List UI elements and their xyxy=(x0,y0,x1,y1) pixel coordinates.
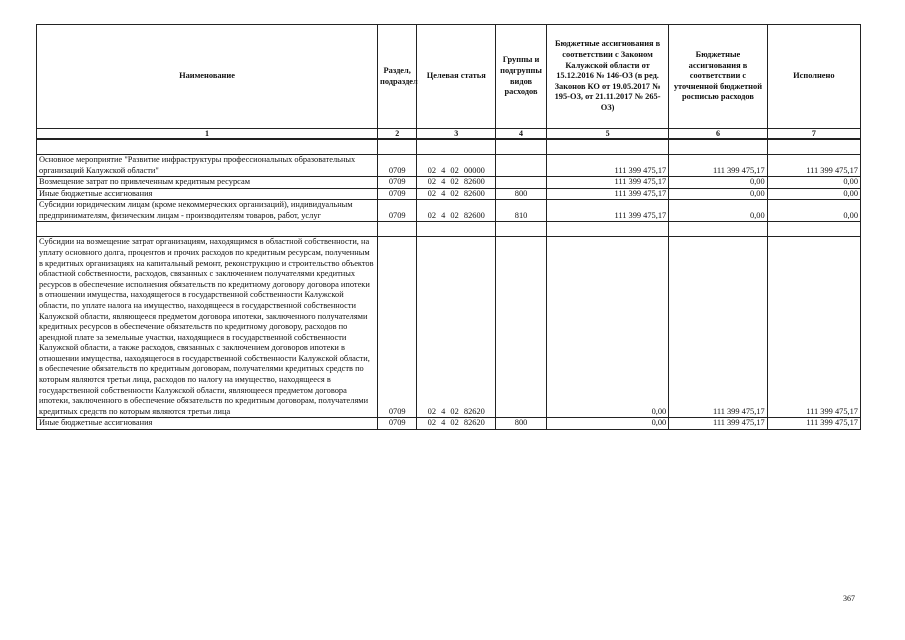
table-row xyxy=(37,188,861,200)
header-section: Раздел, подраздел xyxy=(378,25,417,129)
row-target: 02 4 02 00000 xyxy=(417,155,496,177)
row-executed-amount: 0,00 xyxy=(767,177,860,189)
row-executed-amount: 111 399 475,17 xyxy=(767,155,860,177)
row-target: 02 4 02 82620 xyxy=(417,237,496,418)
header-groups: Группы и подгруппы видов расходов xyxy=(496,25,547,129)
row-refined-amount: 111 399 475,17 xyxy=(669,155,767,177)
row-section: 0709 xyxy=(378,418,417,430)
table-row xyxy=(37,200,861,222)
row-section: 0709 xyxy=(378,155,417,177)
header-executed: Исполнено xyxy=(767,25,860,129)
row-target: 02 4 02 82600 xyxy=(417,177,496,189)
row-section: 0709 xyxy=(378,177,417,189)
row-section: 0709 xyxy=(378,237,417,418)
table-row xyxy=(37,418,861,430)
row-law-amount: 0,00 xyxy=(546,237,668,418)
row-name: Основное мероприятие "Развитие инфраструктуры профессиональных образовательных организаций Калужской области" xyxy=(37,155,378,177)
row-law-amount: 0,00 xyxy=(546,418,668,430)
column-number: 1 xyxy=(37,129,378,140)
row-executed-amount: 111 399 475,17 xyxy=(767,237,860,418)
spacer-row xyxy=(37,139,861,155)
header-refined-allocations: Бюджетные ассигнования в соответствии с уточненной бюджетной росписью расходов xyxy=(669,25,767,129)
table-row xyxy=(37,177,861,189)
header-target: Целевая статья xyxy=(417,25,496,129)
row-executed-amount: 0,00 xyxy=(767,200,860,222)
row-law-amount: 111 399 475,17 xyxy=(546,155,668,177)
row-group xyxy=(496,155,547,177)
row-group: 800 xyxy=(496,418,547,430)
table-row xyxy=(37,155,861,177)
column-number: 3 xyxy=(417,129,496,140)
column-number: 4 xyxy=(496,129,547,140)
row-target: 02 4 02 82600 xyxy=(417,200,496,222)
column-number: 6 xyxy=(669,129,767,140)
row-name: Иные бюджетные ассигнования xyxy=(37,418,378,430)
column-number: 2 xyxy=(378,129,417,140)
row-name: Субсидии на возмещение затрат организациям, находящимся в областной собственности, на уплату основного долга, процентов и прочих расходов по кредитным ресурсам, полученным в кредитных организациях на капитальный ремонт, реконструкцию и строительство объектов областной собственности, расходов, связанных с заключением получателями кредитных ресурсов в обеспечение исполнения обязательств по кредитному договору договора ипотеки в отношении имущества, находящегося в государственной собственности Калужской области, по уплате налога на имущество, находящееся в государственной собственности Калужской области, являющееся предметом договора ипотеки, заключенного получателями кредитных ресурсов в обеспечение обязательств по кредитному договору, расходов по арендной плате за земельные участки, находящиеся в государственной собственности Калужской области, а также расходов, связанных с заключением договоров ипотеки в отношении имущества, находящегося в государственной собственности Калужской области, в обеспечение обязательств по кредитным договорам, получателями кредитных средств по которым являются третьи лица, расходов по налогу на имущество, находящееся в государственной собственности Калужской области, являющееся предметом договора ипотеки, заключенного в обеспечение обязательств по кредитным договорам, получателями кредитных средств по которым являются третьи лица xyxy=(37,237,378,418)
row-section: 0709 xyxy=(378,200,417,222)
spacer-row xyxy=(37,222,861,237)
row-executed-amount: 0,00 xyxy=(767,188,860,200)
row-refined-amount: 111 399 475,17 xyxy=(669,418,767,430)
row-group xyxy=(496,177,547,189)
row-executed-amount: 111 399 475,17 xyxy=(767,418,860,430)
row-law-amount: 111 399 475,17 xyxy=(546,177,668,189)
row-group: 810 xyxy=(496,200,547,222)
header-row xyxy=(37,25,861,129)
row-name: Субсидии юридическим лицам (кроме некоммерческих организаций), индивидуальным предпринимателям, физическим лицам - производителям товаров, работ, услуг xyxy=(37,200,378,222)
row-law-amount: 111 399 475,17 xyxy=(546,200,668,222)
row-name: Возмещение затрат по привлеченным кредитным ресурсам xyxy=(37,177,378,189)
budget-table xyxy=(36,24,861,430)
row-group xyxy=(496,237,547,418)
row-refined-amount: 0,00 xyxy=(669,177,767,189)
column-number: 5 xyxy=(546,129,668,140)
row-group: 800 xyxy=(496,188,547,200)
column-number: 7 xyxy=(767,129,860,140)
row-target: 02 4 02 82620 xyxy=(417,418,496,430)
header-name: Наименование xyxy=(37,25,378,129)
row-refined-amount: 111 399 475,17 xyxy=(669,237,767,418)
row-refined-amount: 0,00 xyxy=(669,200,767,222)
row-name: Иные бюджетные ассигнования xyxy=(37,188,378,200)
page-number: 367 xyxy=(843,594,855,603)
header-law-allocations: Бюджетные ассигнования в соответствии с Законом Калужской области от 15.12.2016 № 146-ОЗ (в ред. Законов КО от 19.05.2017 № 195-ОЗ, от 21.11.2017 № 265-ОЗ) xyxy=(546,25,668,129)
column-number-row xyxy=(37,129,861,140)
row-section: 0709 xyxy=(378,188,417,200)
row-law-amount: 111 399 475,17 xyxy=(546,188,668,200)
row-refined-amount: 0,00 xyxy=(669,188,767,200)
row-target: 02 4 02 82600 xyxy=(417,188,496,200)
table-row xyxy=(37,237,861,418)
